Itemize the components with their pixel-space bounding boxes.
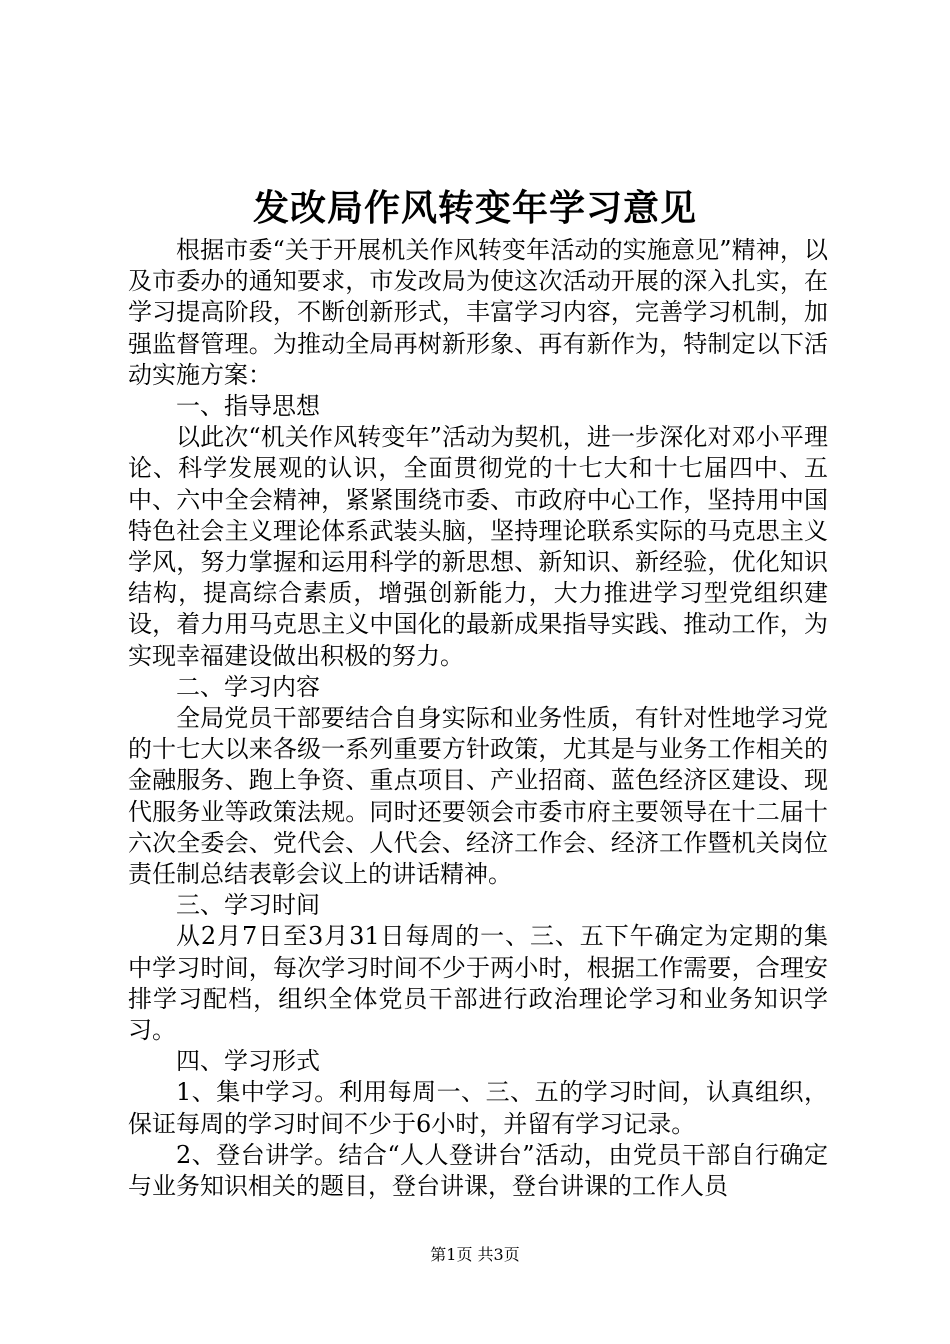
paragraph-study-content: 全局党员干部要结合自身实际和业务性质，有针对性地学习党的十七大以来各级一系列重要方针政策，尤其是与业务工作相关的金融服务、跑上争资、重点项目、产业招商、蓝色经济区建设、现代服务业等政策法规。同时还要领会市委市府主要领导在十二届十六次全委会、党代会、人代会、经济工作会、经济工作暨机关岗位责任制总结表彰会议上的讲话精神。 [128, 704, 828, 889]
document-body [128, 235, 828, 1202]
page-footer: 第1页 共3页 [430, 1245, 520, 1264]
paragraph-lecturing: 2、登台讲学。结合“人人登讲台”活动，由党员干部自行确定与业务知识相关的题目，登台讲课，登台讲课的工作人员 [128, 1140, 828, 1201]
section-heading-study-time: 三、学习时间 [176, 891, 320, 920]
section-heading-study-form: 四、学习形式 [176, 1047, 320, 1076]
paragraph-intro: 根据市委“关于开展机关作风转变年活动的实施意见”精神，以及市委办的通知要求，市发改局为使这次活动开展的深入扎实，在学习提高阶段，不断创新形式，丰富学习内容，完善学习机制，加强监督管理。为推动全局再树新形象、再有新作为，特制定以下活动实施方案： [128, 236, 828, 389]
document-title: 发改局作风转变年学习意见 [252, 187, 697, 229]
section-heading-guiding-ideology: 一、指导思想 [176, 392, 320, 421]
paragraph-study-time: 从2月7日至3月31日每周的一、三、五下午确定为定期的集中学习时间，每次学习时间不少于两小时，根据工作需要，合理安排学习配档，组织全体党员干部进行政治理论学习和业务知识学习。 [128, 922, 828, 1045]
paragraph-centralized-study: 1、集中学习。利用每周一、三、五的学习时间，认真组织，保证每周的学习时间不少于6小时，并留有学习记录。 [128, 1078, 828, 1138]
paragraph-guiding-ideology: 以此次“机关作风转变年”活动为契机，进一步深化对邓小平理论、科学发展观的认识，全面贯彻党的十七大和十七届四中、五中、六中全会精神，紧紧围绕市委、市政府中心工作，坚持用中国特色社会主义理论体系武装头脑，坚持理论联系实际的马克思主义学风，努力掌握和运用科学的新思想、新知识、新经验，优化知识结构，提高综合素质，增强创新能力，大力推进学习型党组织建设，着力用马克思主义中国化的最新成果指导实践、推动工作，为实现幸福建设做出积极的努力。 [128, 423, 828, 670]
section-heading-study-content: 二、学习内容 [176, 672, 320, 701]
